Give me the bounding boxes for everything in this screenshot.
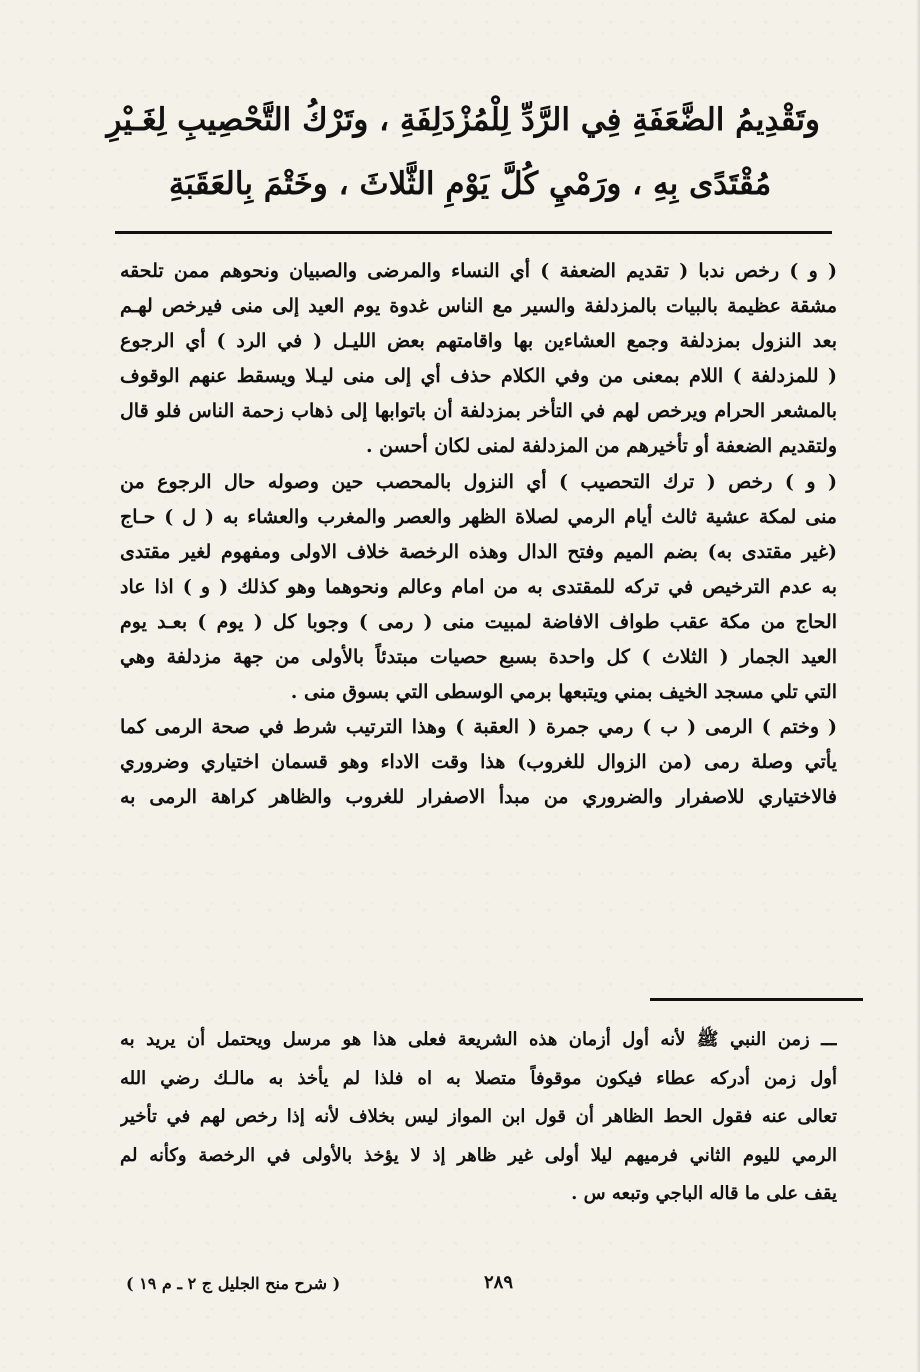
footnote-line: أول زمن أدركه عطاء فيكون موقوفاً متصلا به اه فلذا لم يأخذ به مالـك رضي الله (120, 1067, 837, 1089)
heading-divider (115, 231, 832, 234)
body-line: ( للمزدلفة ) اللام بمعنى من وفي الكلام حذف أي إلى منى ليـلا ويسقط عنهم الوقوف (120, 365, 837, 388)
printer-signature: ( شرح منح الجليل ج ٢ ـ م ١٩ ) (126, 1274, 341, 1293)
body-line: العيد الجمار ( الثلاث ) كل واحدة بسبع حصيات مبتدئاً بالأولى من جهة مزدلفة وهي (120, 646, 837, 669)
body-line: يأتي وصلة رمى (من الزوال للغروب) هذا وقت الاداء وهو قسمان اختياري وضروري (120, 751, 837, 774)
body-line: منى لمكة عشية ثالث أيام الرمي لصلاة الظهر والعصر والمغرب والعشاء به ( ل ) حـاج (120, 505, 837, 528)
section-heading (106, 88, 820, 216)
body-line: ( و ) رخص ( ترك التحصيب ) أي النزول بالمحصب حين وصوله حال الرجوع من (120, 470, 837, 493)
footnote-line: الرمي لليوم الثاني فرميهم ليلا أولى غير ظاهر إذ لا يؤخذ بالأولى في الرخصة وكأنه لم (120, 1144, 837, 1166)
commentary-text (120, 254, 837, 816)
footnote-text (120, 1021, 837, 1214)
footnote-line: يقف على ما قاله الباجي وتبعه س . (571, 1183, 837, 1204)
body-line: بعد النزول بمزدلفة وجمع العشاءين بها واقامتهم بعض الليـل ( في الرد ) أي الرجوع (120, 330, 837, 353)
body-line: به عدم الترخيص في تركه للمقتدى به من امام وعالم ونحوهما وهو كذلك ( و ) اذا عاد (120, 575, 837, 598)
body-line: الحاج من مكة عقب طواف الافاضة لمبيت منى ( رمى ) وجوبا كل ( يوم ) بعـد يوم (120, 610, 837, 633)
body-line: بالمشعر الحرام ويرخص لهم في التأخر بمزدلفة أن باتوابها إلى ذهاب زحمة الناس فلو قال (120, 400, 837, 423)
body-line: ( وختم ) الرمى ( ب ) رمي جمرة ( العقبة ) وهذا الترتيب شرط في صحة الرمى كما (120, 716, 837, 739)
page-number: ٢٨٩ (483, 1272, 513, 1293)
body-line: التي تلي مسجد الخيف بمني ويتبعها برمي الوسطى التي بسوق منى . (290, 681, 837, 704)
footnote-line: تعالى عنه فقول الحط الظاهر أن قول ابن المواز ليس بخلاف لأنه إذا رخص لهم في تأخير (120, 1106, 837, 1127)
page-edge-shadow (916, 0, 920, 1372)
footnote-divider (650, 998, 863, 1001)
body-line: ولتقديم الضعفة أو تأخيرهم من المزدلفة لمنى لكان أحسن . (365, 435, 837, 458)
heading-line-1: وتَقْدِيمُ الضَّعَفَةِ فِي الرَّدِّ لِلْمُزْدَلِفَةِ ، وتَرْكُ التَّحْصِيبِ لِغَـيْرِ (106, 102, 820, 138)
body-line: فالاختياري للاصفرار والضروري من مبدأ الاصفرار للغروب والظاهر كراهة الرمى به (120, 786, 837, 809)
page-footer (120, 1272, 837, 1302)
body-line: (غير مقتدى به) بضم الميم وفتح الدال وهذه الرخصة خلاف الاولى ومفهوم لغير مقتدى (120, 540, 837, 563)
body-line: ( و ) رخص ندبا ( تقديم الضعفة ) أي النساء والمرضى والصبيان ونحوهم ممن تلحقه (120, 260, 837, 282)
footnote-line: ـــ زمن النبي ﷺ لأنه أول أزمان هذه الشريعة فعلى هذا هو مرسل ويحتمل أن يريد به (120, 1029, 837, 1050)
body-line: مشقة عظيمة بالبيات بالمزدلفة والسير مع الناس غدوة يوم العيد إلى منى فيرخص لهـم (120, 295, 837, 318)
heading-line-2: مُقْتَدًى بِهِ ، ورَمْيِ كُلَّ يَوْمِ الثَّلاثَ ، وخَتْمَ بِالعَقَبَةِ (168, 166, 772, 202)
